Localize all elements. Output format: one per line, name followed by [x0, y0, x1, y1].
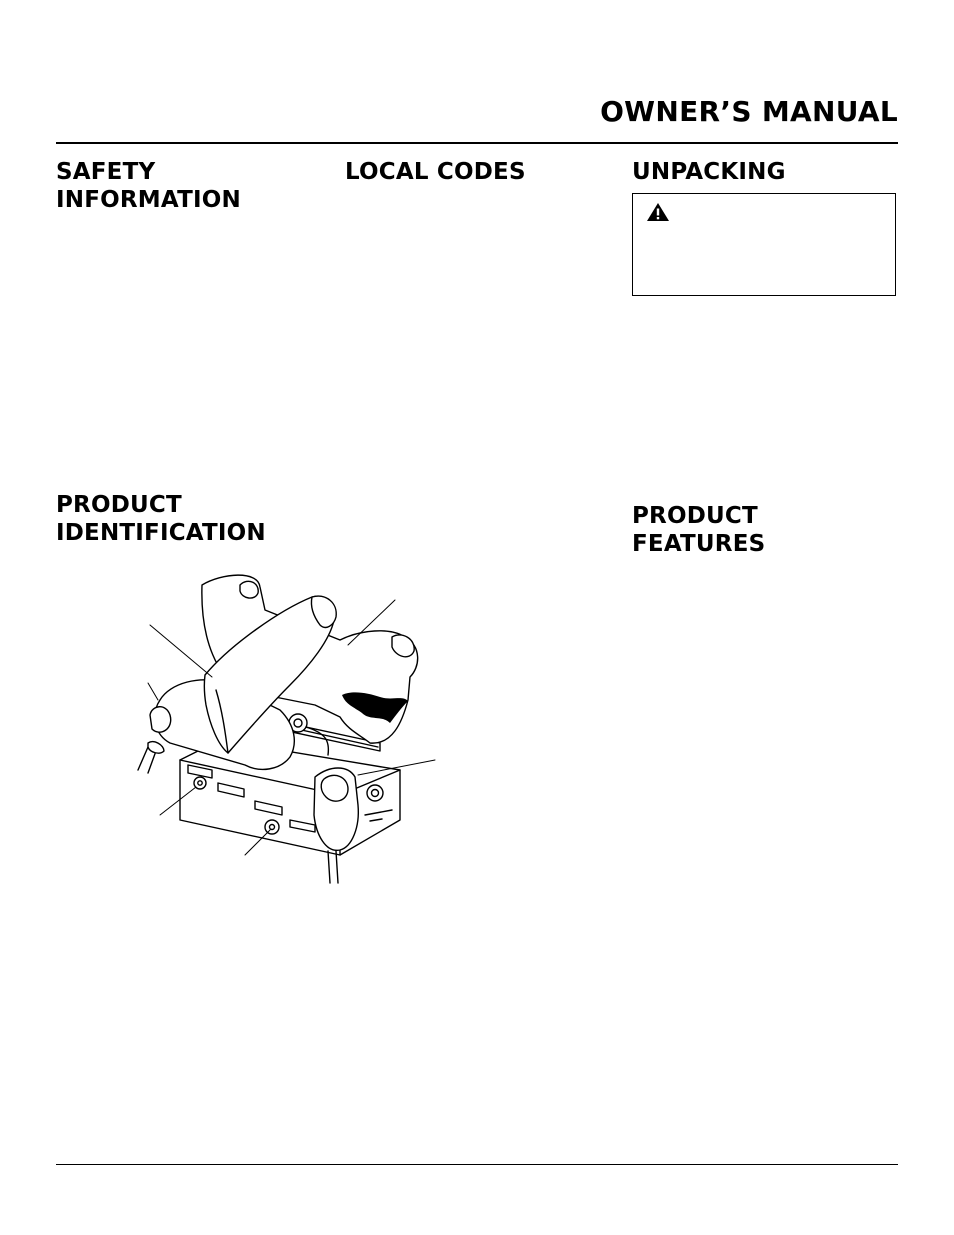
- heading-product-identification: [56, 491, 266, 547]
- heading-line: FEATURES: [632, 531, 766, 557]
- heading-line: LOCAL CODES: [345, 159, 526, 185]
- left-log-end: [150, 707, 171, 732]
- front-log-stub: [328, 851, 338, 883]
- heading-local-codes: [345, 158, 526, 186]
- gas-log-set-illustration: [130, 565, 450, 890]
- footer-rule: [56, 1164, 898, 1165]
- header-rule: [56, 142, 898, 144]
- back-log-end: [240, 581, 258, 598]
- page-title: OWNER’S MANUAL: [600, 95, 898, 128]
- heading-line: UNPACKING: [632, 159, 786, 185]
- heading-safety-information: [56, 158, 241, 214]
- heading-unpacking: [632, 158, 786, 186]
- leader-line: [150, 625, 212, 677]
- right-fitting-inner: [372, 790, 379, 797]
- leader-line: [148, 683, 158, 700]
- heading-line: SAFETY: [56, 159, 156, 185]
- igniter-knob-center: [270, 825, 275, 830]
- heading-product-features: [632, 502, 765, 558]
- warning-box: [632, 193, 896, 296]
- pilot-knob-center: [198, 781, 202, 785]
- left-log-stub-end: [148, 742, 164, 753]
- warning-triangle-icon: [646, 202, 670, 222]
- heading-line: INFORMATION: [56, 187, 241, 213]
- heading-line: PRODUCT: [632, 503, 758, 529]
- gas-fitting-inner: [294, 719, 302, 727]
- heading-line: PRODUCT: [56, 492, 182, 518]
- heading-line: IDENTIFICATION: [56, 520, 266, 546]
